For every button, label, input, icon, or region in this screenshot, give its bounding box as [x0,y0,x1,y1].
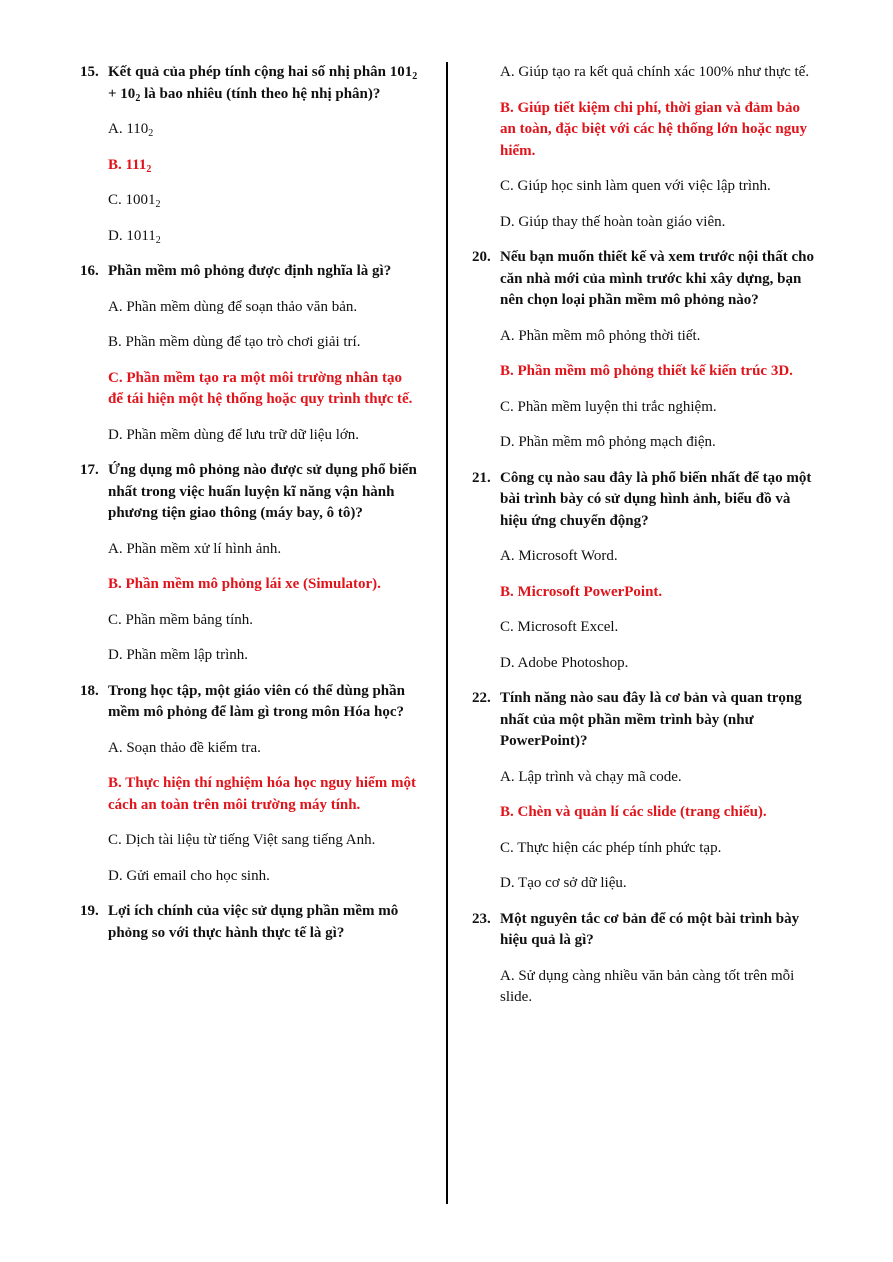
question-text: Phần mềm mô phỏng được định nghĩa là gì? [108,263,392,279]
answer-option [108,226,420,248]
answer-option [500,546,817,568]
question-number: 23. [472,910,491,927]
option-text: A. Lập trình và chạy mã code. [500,768,682,785]
answer-option [108,190,420,212]
answer-option [500,838,817,860]
answer-option [500,432,817,454]
option-text: A. Phần mềm mô phỏng thời tiết. [500,327,701,344]
option-text: D. Giúp thay thế hoàn toàn giáo viên. [500,213,726,230]
correct-answer-option [108,574,420,596]
answer-option [500,873,817,895]
answer-option [108,866,420,888]
option-text: B. 111 [108,156,147,173]
question-number: 19. [80,903,99,919]
question-number: 21. [472,469,491,486]
answer-option [500,617,817,639]
answer-option [108,425,420,447]
question-number: 20. [472,249,491,265]
correct-answer-option [500,98,817,163]
question-text-part: Kết quả của phép tính cộng hai số nhị phân 101 [108,64,413,80]
option-text: C. Phần mềm tạo ra một môi trường nhân tạo để tái hiện một hệ thống hoặc quy trình thực tế. [108,369,413,407]
question-text [108,62,420,105]
question-text-part: là bao nhiêu (tính theo hệ nhị phân)? [140,85,381,102]
option-text: C. Microsoft Excel. [500,619,619,635]
option-text: C. 1001 [108,192,156,208]
option-text: A. 110 [108,121,149,137]
question [80,62,420,105]
option-text: A. Giúp tạo ra kết quả chính xác 100% như thực tế. [500,64,810,80]
option-text: C. Phần mềm bảng tính. [108,611,253,628]
option-text: D. 1011 [108,227,156,244]
question [80,901,420,944]
answer-option [108,738,420,760]
option-text: B. Chèn và quản lí các slide (trang chiếu). [500,804,767,820]
option-text: C. Phần mềm luyện thi trắc nghiệm. [500,398,717,415]
option-text: B. Phần mềm mô phỏng thiết kế kiến trúc 3D. [500,363,793,379]
answer-option [108,119,420,141]
question [472,247,817,312]
question-text: Nếu bạn muốn thiết kế và xem trước nội thất cho căn nhà mới của mình trước khi xây dựng, bạn nên chọn loại phần mềm mô phỏng nào? [500,249,814,308]
question-number: 18. [80,682,99,699]
column-divider [446,62,448,1204]
question-subscript: 2 [135,92,141,104]
answer-option [500,397,817,419]
question-text: Công cụ nào sau đây là phổ biến nhất để tạo một bài trình bày có sử dụng hình ảnh, biểu đồ và hiệu ứng chuyển động? [500,469,812,529]
option-text: B. Giúp tiết kiệm chi phí, thời gian và đảm bảo an toàn, đặc biệt với các hệ thống lớn hoặc nguy hiểm. [500,99,808,159]
option-text: A. Soạn thảo đề kiểm tra. [108,739,261,756]
option-text: C. Dịch tài liệu từ tiếng Việt sang tiếng Anh. [108,832,376,848]
question [472,468,817,533]
option-text: C. Thực hiện các phép tính phức tạp. [500,839,722,856]
correct-answer-option [500,582,817,604]
option-subscript: 2 [155,199,161,210]
correct-answer-option [500,361,817,383]
option-text: B. Phần mềm dùng để tạo trò chơi giải trí. [108,334,361,350]
left-column [80,62,420,958]
answer-option [500,326,817,348]
option-text: A. Sử dụng càng nhiều văn bản càng tốt trên mỗi slide. [500,967,795,1005]
option-text: D. Adobe Photoshop. [500,654,629,671]
option-text: B. Phần mềm mô phỏng lái xe (Simulator). [108,576,381,592]
option-text: B. Microsoft PowerPoint. [500,583,663,600]
question [80,460,420,525]
option-text: A. Phần mềm dùng để soạn thảo văn bản. [108,298,358,315]
answer-option [108,297,420,319]
answer-option [108,830,420,852]
option-text: C. Giúp học sinh làm quen với việc lập trình. [500,178,771,194]
question-text: Trong học tập, một giáo viên có thể dùng phần mềm mô phỏng để làm gì trong môn Hóa học? [108,682,405,720]
option-text: B. Thực hiện thí nghiệm hóa học nguy hiểm một cách an toàn trên môi trường máy tính. [108,775,416,813]
option-text: D. Phần mềm mô phỏng mạch điện. [500,434,716,450]
question-number: 22. [472,690,491,706]
correct-answer-option [108,155,420,177]
question-number: 16. [80,263,99,279]
question [80,681,420,724]
option-text: D. Tạo cơ sở dữ liệu. [500,875,627,891]
answer-option [108,539,420,561]
answer-option [500,767,817,789]
question [472,909,817,952]
option-subscript: 2 [146,163,152,175]
option-text: A. Phần mềm xử lí hình ảnh. [108,540,282,557]
option-text: D. Gửi email cho học sinh. [108,867,270,884]
option-text: D. Phần mềm lập trình. [108,647,248,663]
option-text: D. Phần mềm dùng để lưu trữ dữ liệu lớn. [108,426,360,443]
option-text: A. Microsoft Word. [500,548,618,564]
correct-answer-option [108,368,420,411]
answer-option [500,176,817,198]
question [80,261,420,283]
right-column [472,62,817,1023]
answer-option [500,62,817,84]
question [472,688,817,753]
question-text: Lợi ích chính của việc sử dụng phần mềm mô phỏng so với thực hành thực tế là gì? [108,903,399,941]
answer-option [108,610,420,632]
answer-option [500,653,817,675]
correct-answer-option [500,802,817,824]
question-text: Một nguyên tắc cơ bản để có một bài trình bày hiệu quả là gì? [500,910,800,948]
option-subscript: 2 [148,128,154,139]
question-number: 17. [80,462,99,478]
answer-option [108,332,420,354]
option-subscript: 2 [155,234,161,246]
question-text-part: + 10 [108,85,136,102]
question-text: Ứng dụng mô phỏng nào được sử dụng phổ biến nhất trong việc huấn luyện kĩ năng vận hành phương tiện giao thông (máy bay, ô tô)? [108,462,417,521]
answer-option [500,212,817,234]
answer-option [500,966,817,1009]
answer-option [108,645,420,667]
question-subscript: 2 [412,71,418,82]
question-number: 15. [80,64,99,80]
question-text: Tính năng nào sau đây là cơ bản và quan trọng nhất của một phần mềm trình bày (như PowerPoint)? [500,690,802,749]
correct-answer-option [108,773,420,816]
